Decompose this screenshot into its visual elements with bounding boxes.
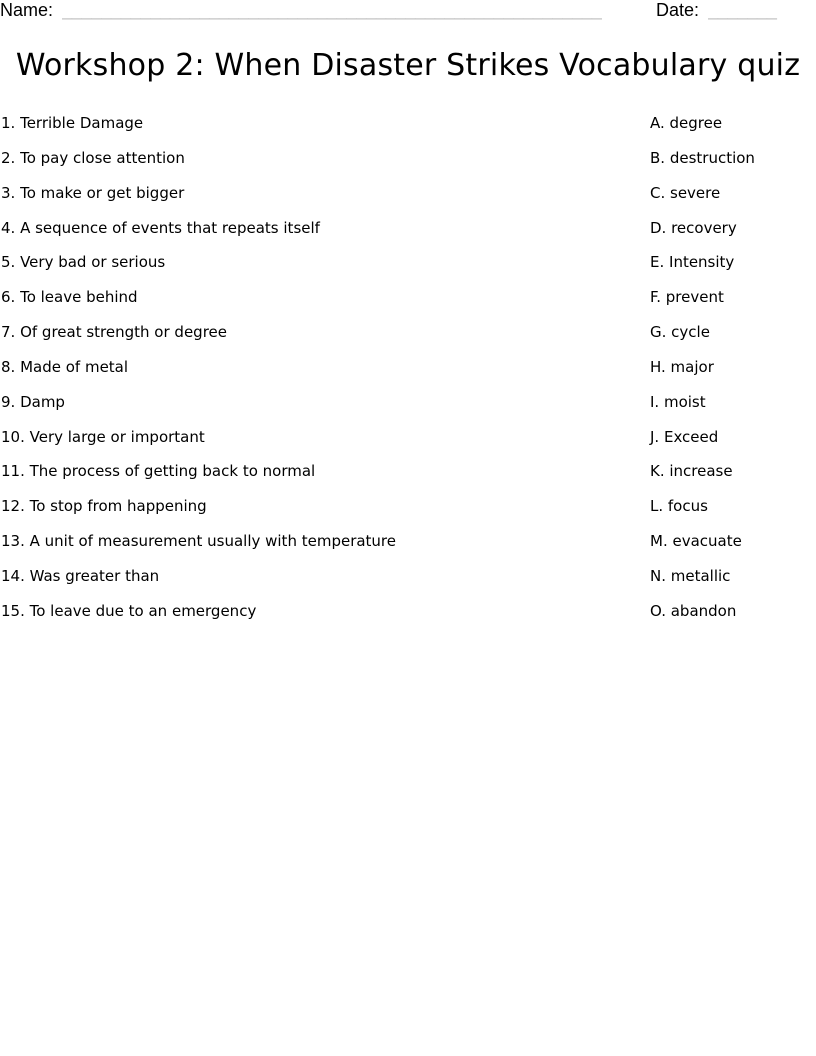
clue-text: 14. Was greater than [1, 566, 160, 585]
clue-text: 5. Very bad or serious [1, 253, 166, 272]
answer-option: N. metallic [650, 566, 731, 585]
quiz-row [0, 322, 816, 357]
answer-option: K. increase [650, 462, 733, 481]
answer-option: L. focus [650, 497, 708, 516]
answer-option: O. abandon [650, 601, 737, 620]
answer-option: J. Exceed [650, 427, 719, 446]
quiz-row [0, 531, 816, 566]
quiz-list [0, 113, 816, 636]
clue-text: 15. To leave due to an emergency [1, 601, 257, 620]
answer-option: F. prevent [650, 288, 724, 307]
quiz-row [0, 392, 816, 427]
quiz-row [0, 601, 816, 636]
quiz-row [0, 357, 816, 392]
quiz-row [0, 113, 816, 148]
clue-text: 8. Made of metal [1, 357, 129, 376]
name-label: Name: [0, 0, 54, 20]
answer-option: M. evacuate [650, 532, 742, 551]
date-label: Date: [656, 0, 700, 20]
clue-text: 4. A sequence of events that repeats itself [1, 218, 320, 237]
quiz-row [0, 496, 816, 531]
answer-option: E. Intensity [650, 253, 735, 272]
quiz-row [0, 183, 816, 218]
clue-text: 9. Damp [1, 392, 65, 411]
quiz-row [0, 287, 816, 322]
answer-option: B. destruction [650, 148, 755, 167]
quiz-row [0, 252, 816, 287]
clue-text: 13. A unit of measurement usually with temperature [1, 532, 397, 551]
quiz-row [0, 427, 816, 462]
answer-option: C. severe [650, 183, 721, 202]
clue-text: 11. The process of getting back to normal [1, 462, 316, 481]
answer-option: G. cycle [650, 323, 710, 342]
clue-text: 12. To stop from happening [1, 497, 207, 516]
quiz-row [0, 218, 816, 253]
clue-text: 6. To leave behind [1, 288, 138, 307]
quiz-row [0, 566, 816, 601]
date-blank-line: _______ [708, 0, 777, 20]
clue-text: 2. To pay close attention [1, 148, 185, 167]
quiz-row [0, 148, 816, 183]
name-date-header [0, 0, 816, 24]
clue-text: 1. Terrible Damage [1, 114, 144, 132]
answer-option: I. moist [650, 392, 706, 411]
page-title: Workshop 2: When Disaster Strikes Vocabulary quiz [15, 48, 801, 83]
clue-text: 7. Of great strength or degree [1, 323, 227, 342]
answer-option: D. recovery [650, 218, 737, 237]
clue-text: 3. To make or get bigger [1, 183, 185, 202]
answer-option: A. degree [650, 114, 723, 132]
answer-option: H. major [650, 357, 714, 376]
name-blank-line: _______________________________________________________ [62, 0, 602, 20]
quiz-row [0, 461, 816, 496]
clue-text: 10. Very large or important [1, 427, 205, 446]
